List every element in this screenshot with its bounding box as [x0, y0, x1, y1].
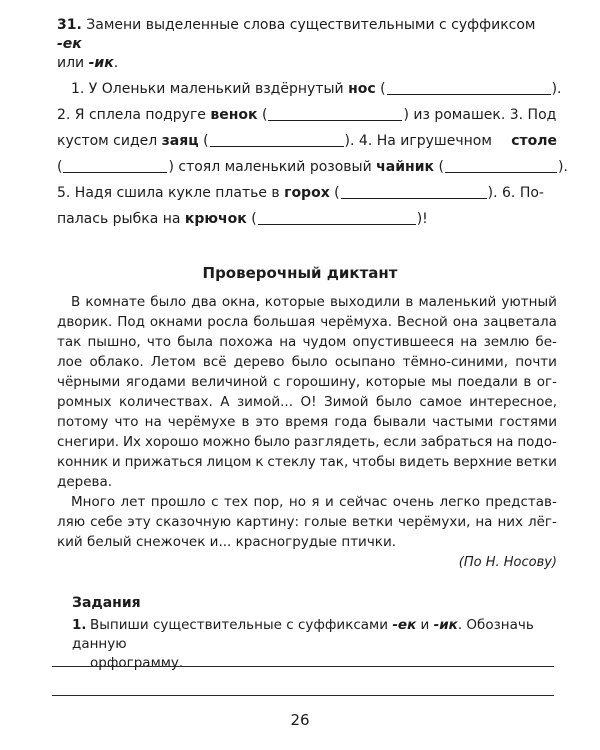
sentence-text: ( — [246, 211, 257, 227]
dictation-word: Весной — [396, 314, 448, 330]
dictation-word: А — [220, 394, 230, 410]
page-number: 26 — [290, 711, 310, 729]
dictation-word: потому — [57, 414, 109, 430]
dictation-word: осыпано — [334, 354, 396, 370]
dictation-word: сказочную — [155, 514, 232, 530]
sentence-line — [57, 206, 557, 232]
dictation-word: голые — [304, 514, 347, 530]
sentence-text: 5. Надя сшила кукле платье в — [57, 185, 285, 201]
dictation-line — [57, 292, 557, 312]
dictation-word: я — [311, 494, 320, 510]
dictation-word: стеклу — [267, 454, 316, 470]
dictation-line — [57, 512, 557, 532]
dictation-word: хорошо — [144, 434, 199, 450]
dictation-word: два — [191, 294, 217, 310]
highlighted-word: заяц — [161, 133, 199, 149]
answer-line[interactable] — [52, 695, 554, 696]
dictation-word: если — [383, 434, 417, 450]
dictation-word: поедали — [457, 374, 518, 390]
dictation-word: что — [114, 414, 139, 430]
sentence-line — [57, 102, 557, 128]
dictation-word: на — [279, 334, 297, 350]
dictation-word: было — [291, 354, 328, 370]
dictation-word: года — [334, 414, 368, 430]
dictation-line — [57, 332, 557, 352]
dictation-word: ромных — [57, 394, 112, 410]
answer-line[interactable] — [52, 666, 554, 667]
dictation-word: которые — [264, 294, 325, 310]
dictation-word: и — [324, 494, 334, 510]
dictation-word: в — [241, 414, 250, 430]
dictation-line — [57, 372, 557, 392]
dictation-word: большая — [253, 314, 316, 330]
dictation-word: землю — [483, 334, 530, 350]
dictation-word: комнате — [85, 294, 146, 310]
dictation-word: ветки — [351, 514, 394, 530]
dictation-word: маленький — [418, 294, 497, 310]
highlighted-word: крючок — [184, 211, 247, 227]
dictation-line — [57, 312, 557, 332]
dictation-word: с — [211, 494, 219, 510]
dictation-word: чудом — [302, 334, 347, 350]
dictation-source: (По Н. Носову) — [458, 555, 557, 570]
sentence-text: 2. Я сплела подруге — [57, 107, 211, 123]
dictation-line: дерева. — [57, 474, 113, 490]
sentence-text: ) из ромашек. 3. Под — [403, 107, 557, 123]
suffix-ek: -ек — [57, 36, 82, 52]
dictation-word: выходили — [329, 294, 401, 310]
dictation-word: пор, — [253, 494, 284, 510]
dictation-word: чёрными — [57, 374, 121, 390]
dictation-line: кий белый снежочек и... красногрудые птички. — [57, 534, 397, 550]
dictation-word: было — [376, 394, 412, 410]
dictation-word: на — [144, 414, 162, 430]
dictation-word: сейчас — [339, 494, 388, 510]
exercise-instruction — [57, 16, 557, 73]
dictation-word: почти — [515, 354, 557, 370]
task-text-continued: орфограмму. — [90, 655, 184, 671]
dictation-word: разглядеть, — [293, 434, 380, 450]
dictation-word: опустившееся — [352, 334, 455, 350]
task-text: . Обозначь данную — [72, 617, 534, 652]
dictation-word: ляю — [57, 514, 86, 530]
task-item — [72, 616, 562, 673]
dictation-word: окна, — [221, 294, 260, 310]
dictation-line — [57, 452, 557, 472]
highlighted-word: чайник — [376, 159, 435, 175]
dictation-word: на — [496, 434, 514, 450]
sentence-line — [57, 180, 557, 206]
dictation-word: гостями — [499, 414, 557, 430]
dictation-word: росла — [207, 314, 249, 330]
dictation-word: ягодами — [125, 374, 186, 390]
answer-blank[interactable] — [387, 80, 551, 95]
dictation-word: в — [405, 294, 414, 310]
dictation-line — [57, 392, 557, 412]
dictation-word: и — [111, 454, 121, 470]
sentence-text: ). 4. На игрушечном — [344, 133, 492, 149]
dictation-word: это — [255, 414, 280, 430]
dictation-word: тёмно-синими, — [402, 354, 508, 370]
dictation-title: Проверочный диктант — [202, 264, 398, 282]
highlighted-word: венок — [210, 107, 258, 123]
task-number: 1. — [72, 617, 87, 633]
dictation-line — [57, 352, 557, 372]
dictation-word: зацветала — [483, 314, 557, 330]
sentence-line — [57, 154, 568, 180]
sentence-text: ). 6. По- — [487, 185, 544, 201]
dictation-word: лёг- — [528, 514, 557, 530]
suffix-ik: -ик — [433, 617, 458, 633]
task-text: и — [416, 617, 434, 633]
dictation-word: прижаться — [124, 454, 203, 470]
dictation-word: на — [475, 514, 493, 530]
dictation-word: бе- — [535, 334, 557, 350]
dictation-word: облако. — [89, 354, 144, 370]
dictation-word: которые — [365, 374, 426, 390]
dictation-word: горошину, — [285, 374, 361, 390]
instruction-period: . — [113, 55, 119, 71]
highlighted-word: столе — [511, 133, 557, 149]
dictation-word: к — [255, 454, 264, 470]
sentence-text: кустом сидел — [57, 133, 162, 149]
dictation-word: была — [177, 334, 214, 350]
answer-blank[interactable] — [341, 184, 487, 199]
dictation-word: Их — [122, 434, 142, 450]
dictation-word: что — [146, 334, 171, 350]
dictation-word: самое — [419, 394, 462, 410]
instruction-text-or: или — [57, 55, 89, 71]
dictation-word: всё — [202, 354, 227, 370]
dictation-word: очень — [392, 494, 435, 510]
dictation-word: конник — [57, 454, 108, 470]
sentence-text: палась рыбка на — [57, 211, 185, 227]
sentence-line — [57, 76, 562, 102]
sentence-line — [57, 128, 557, 154]
sentence-text: )! — [416, 211, 428, 227]
dictation-word: было — [150, 294, 187, 310]
instruction-text: Замени выделенные слова существительными с суффиксом — [81, 17, 536, 33]
exercise-number: 31. — [57, 17, 82, 33]
sentence-text: ( — [57, 159, 63, 175]
sentence-text: ( — [198, 133, 209, 149]
dictation-word: подо- — [517, 434, 557, 450]
dictation-word: ветки — [515, 454, 557, 470]
dictation-word: время — [285, 414, 329, 430]
answer-blank[interactable] — [268, 106, 402, 121]
dictation-word: она — [452, 314, 479, 330]
dictation-word: представ- — [485, 494, 557, 510]
dictation-word: Летом — [150, 354, 196, 370]
task-text: Выпиши существительные с суффиксами — [90, 617, 393, 633]
dictation-word: так — [57, 334, 82, 350]
answer-blank[interactable] — [258, 210, 416, 225]
dictation-word: мы — [431, 374, 453, 390]
dictation-word: видеть — [399, 454, 450, 470]
dictation-word: черёмухе — [167, 414, 236, 430]
dictation-word: верхние — [453, 454, 512, 470]
dictation-word: снегири. — [57, 434, 120, 450]
highlighted-word: нос — [348, 81, 376, 97]
dictation-word: но — [288, 494, 306, 510]
dictation-word: уютный — [501, 294, 557, 310]
answer-blank[interactable] — [445, 158, 557, 173]
dictation-word: на — [460, 334, 478, 350]
dictation-word: себе — [90, 514, 123, 530]
dictation-word: О! — [300, 394, 317, 410]
answer-blank[interactable] — [63, 158, 167, 173]
dictation-word: лое — [57, 354, 83, 370]
dictation-word: дворик. — [57, 314, 113, 330]
sentence-text: ( — [329, 185, 340, 201]
dictation-word: так, — [319, 454, 349, 470]
suffix-ek: -ек — [392, 617, 417, 633]
dictation-word: Много — [71, 494, 116, 510]
dictation-text — [57, 292, 557, 574]
dictation-word: В — [71, 294, 81, 310]
dictation-line — [57, 492, 557, 512]
dictation-word: дерево — [233, 354, 285, 370]
dictation-word: частыми — [432, 414, 494, 430]
dictation-word: бывали — [373, 414, 426, 430]
dictation-word: было — [254, 434, 290, 450]
dictation-word: эту — [127, 514, 151, 530]
dictation-word: интересное, — [469, 394, 557, 410]
dictation-word: в — [523, 374, 532, 390]
tasks-title: Задания — [72, 595, 141, 611]
dictation-word: зимой... — [236, 394, 294, 410]
dictation-line — [57, 412, 557, 432]
answer-blank[interactable] — [210, 132, 344, 147]
dictation-word: лет — [120, 494, 146, 510]
dictation-word: похожа — [219, 334, 274, 350]
dictation-word: легко — [439, 494, 480, 510]
dictation-word: ог- — [536, 374, 557, 390]
exercise-sentences — [57, 76, 568, 232]
sentence-text: ). — [551, 81, 562, 97]
dictation-word: Под — [117, 314, 145, 330]
dictation-word: с — [272, 374, 281, 390]
dictation-word: картину: — [236, 514, 300, 530]
dictation-word: величиной — [191, 374, 268, 390]
dictation-word: пышно, — [87, 334, 141, 350]
dictation-word: прошло — [150, 494, 206, 510]
sentence-text: ( — [257, 107, 268, 123]
dictation-line — [57, 432, 557, 452]
dictation-word: лицом — [206, 454, 252, 470]
dictation-word: окнами — [149, 314, 203, 330]
dictation-word: количествах. — [118, 394, 213, 410]
sentence-text: 1. У Оленьки маленький вздёрнутый — [71, 81, 349, 97]
sentence-text: ( — [434, 159, 444, 175]
suffix-ik: -ик — [88, 55, 114, 71]
dictation-word: Зимой — [323, 394, 369, 410]
sentence-text: ). — [557, 159, 568, 175]
dictation-word: чтобы — [352, 454, 396, 470]
dictation-word: них — [497, 514, 524, 530]
sentence-text: ( — [375, 81, 386, 97]
dictation-word: черёмуха. — [320, 314, 393, 330]
dictation-word: можно — [202, 434, 251, 450]
dictation-word: забраться — [420, 434, 493, 450]
sentence-text: ) стоял маленький розовый — [168, 159, 377, 175]
highlighted-word: горох — [284, 185, 330, 201]
dictation-word: тех — [223, 494, 249, 510]
dictation-word: черёмухи, — [398, 514, 471, 530]
